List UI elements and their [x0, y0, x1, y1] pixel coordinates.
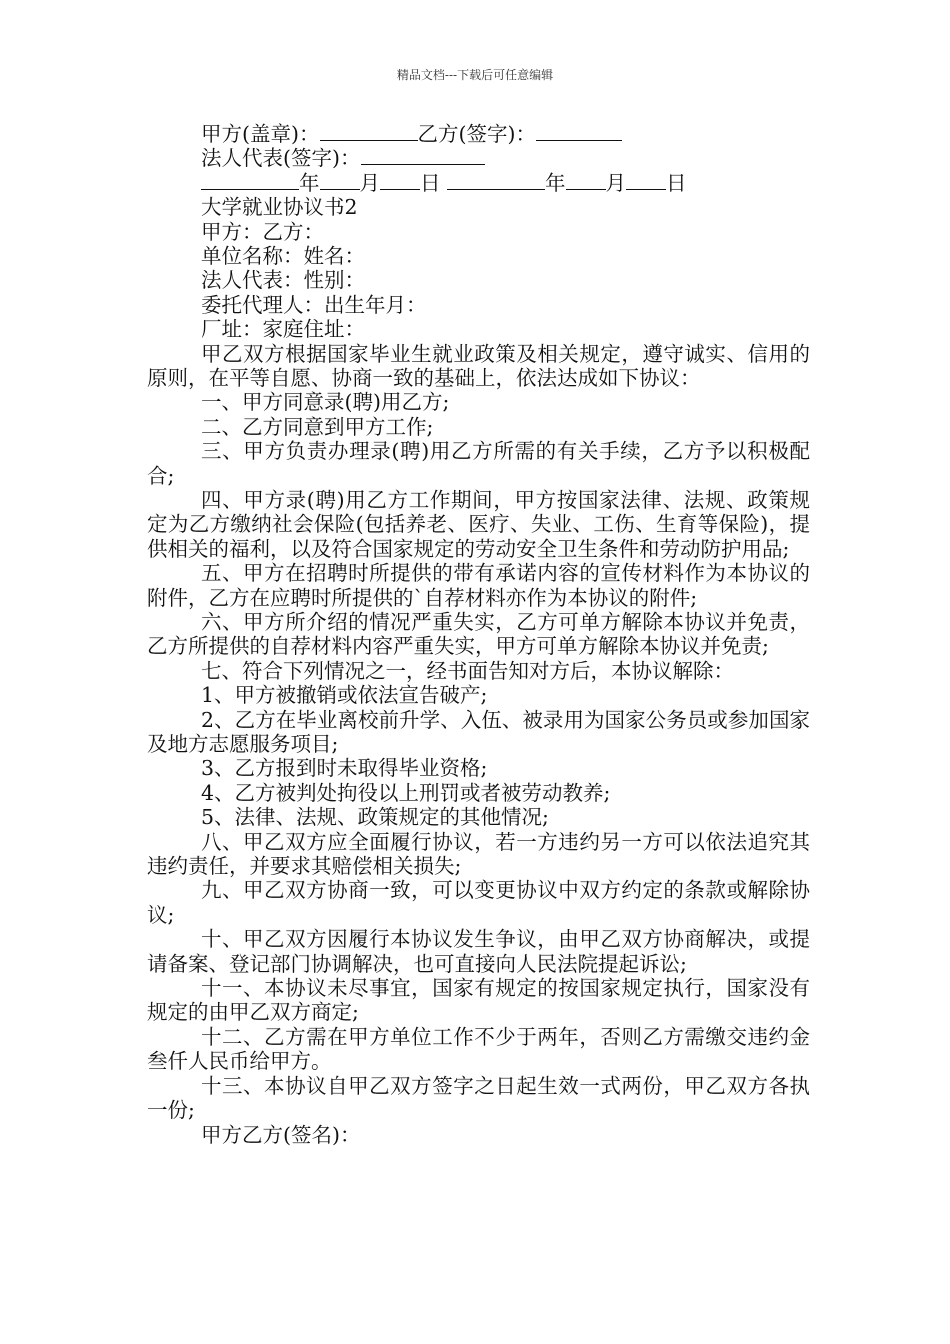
info-row-address: 厂址：家庭住址：: [201, 317, 365, 342]
clause: 十一、本协议未尽事宜，国家有规定的按国家规定执行，国家没有规定的由甲乙双方商定;: [147, 976, 810, 1025]
clause: 八、甲乙双方应全面履行协议，若一方违约另一方可以依法追究其违约责任，并要求其赔偿相关损失;: [147, 829, 810, 879]
clause: 四、甲方录(聘)用乙方工作期间，甲方按国家法律、法规、政策规定为乙方缴纳社会保险(包括养老、医疗、失业、工伤、生育等保险)，提供相关的福利，以及符合国家规定的劳动安全卫生条件和劳动防护用品;: [147, 487, 810, 561]
info-row-agent: 委托代理人：出生年月：: [201, 292, 427, 317]
clause: 九、甲乙双方协商一致，可以变更协议中双方约定的条款或解除协议;: [147, 878, 810, 927]
party-a-seal-blank: [320, 123, 418, 141]
date-b-month-label: 月: [605, 170, 627, 195]
sub-clause: 5、法律、法规、政策规定的其他情况;: [201, 805, 549, 830]
signature-line-legal-rep: [147, 146, 810, 170]
date-a-year-blank: [201, 172, 299, 190]
date-b-year-blank: [447, 172, 545, 190]
date-a-year-label: 年: [299, 170, 320, 195]
sub-clause: 4、乙方被判处拘役以上刑罚或者被劳动教养;: [201, 780, 611, 805]
signature-line-dates: [147, 171, 810, 195]
clause: 十、甲乙双方因履行本协议发生争议，由甲乙双方协商解决，或提请备案、登记部门协调解决，也可直接向人民法院提起诉讼;: [147, 927, 810, 976]
closing-signature-line: 甲方乙方(签名)：: [201, 1122, 361, 1147]
date-a-day-label: 日: [420, 170, 441, 195]
date-a-day-blank: [380, 172, 420, 190]
date-b-day-blank: [626, 172, 666, 190]
paragraph: 甲乙双方根据国家毕业生就业政策及相关规定，遵守诚实、信用的原则，在平等自愿、协商一致的基础上，依法达成如下协议：: [147, 341, 810, 390]
sub-clause: 1、甲方被撤销或依法宣告破产;: [201, 683, 488, 708]
clause: 六、甲方所介绍的情况严重失实，乙方可单方解除本协议并免责，乙方所提供的自荐材料内容严重失实，甲方可单方解除本协议并免责;: [147, 609, 810, 659]
document-body: [147, 122, 810, 1147]
date-b-day-label: 日: [666, 170, 687, 195]
legal-rep-sign-label: 法人代表(签字)：: [201, 146, 361, 171]
legal-rep-sign-blank: [361, 147, 485, 165]
clause: 二、乙方同意到甲方工作;: [201, 414, 434, 439]
clause: 一、甲方同意录(聘)用乙方;: [201, 390, 450, 415]
clause: 十二、乙方需在甲方单位工作不少于两年，否则乙方需缴交违约金叁仟人民币给甲方。: [147, 1024, 810, 1074]
date-b-year-label: 年: [545, 170, 566, 195]
party-b-sign-label: 乙方(签字)：: [417, 122, 536, 146]
parties-line: 甲方：乙方：: [201, 219, 324, 244]
clause: 五、甲方在招聘时所提供的带有承诺内容的宣传材料作为本协议的附件，乙方在应聘时所提供的`自荐材料亦作为本协议的附件;: [147, 561, 810, 610]
clause: 十三、本协议自甲乙双方签字之日起生效一式两份，甲乙双方各执一份;: [147, 1073, 810, 1123]
date-a-month-label: 月: [359, 170, 380, 195]
sub-clause: 2、乙方在毕业离校前升学、入伍、被录用为国家公务员或参加国家及地方志愿服务项目;: [147, 707, 810, 757]
date-a-month-blank: [320, 172, 360, 190]
info-row-unit-name: 单位名称：姓名：: [201, 243, 365, 268]
signature-line-parties: [147, 122, 810, 146]
info-row-legal-rep: 法人代表：性别：: [201, 268, 365, 293]
clause: 三、甲方负责办理录(聘)用乙方所需的有关手续，乙方予以积极配合;: [147, 439, 810, 488]
sub-clause: 3、乙方报到时未取得毕业资格;: [201, 756, 488, 781]
party-a-seal-label: 甲方(盖章)：: [201, 122, 320, 146]
document-title: 大学就业协议书2: [201, 195, 358, 220]
page-header: 精品文档---下载后可任意编辑: [396, 68, 554, 82]
party-b-sign-blank: [536, 123, 622, 141]
clause: 七、符合下列情况之一，经书面告知对方后，本协议解除：: [201, 658, 734, 683]
date-b-month-blank: [566, 172, 606, 190]
